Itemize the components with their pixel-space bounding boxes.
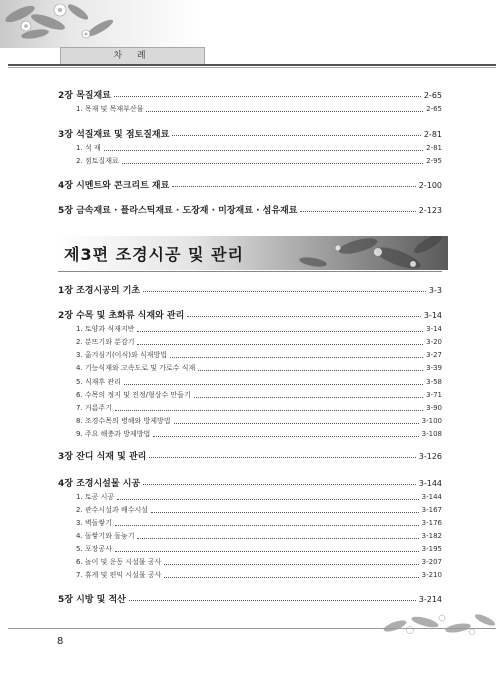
toc-title: 1. 토양과 식재지반 [76,325,135,333]
toc-section[interactable] [76,156,442,166]
page-number: 8 [57,636,64,647]
toc-title: 4장 시멘트와 콘크리트 재료 [58,181,170,191]
toc-chapter[interactable] [58,178,442,191]
leader-dots [115,525,419,526]
toc-page: 3-182 [421,532,442,540]
toc-title: 1장 조경시공의 기초 [58,286,141,296]
toc-page: 2-95 [426,157,442,165]
toc-section[interactable] [76,390,442,400]
leader-dots [137,344,423,345]
toc-title: 2. 분뜨기와 분감기 [76,338,135,346]
toc-page: 3-39 [426,364,442,372]
leader-dots [115,551,419,552]
toc-title: 6. 놀이 및 운동 시설물 공사 [76,558,162,566]
toc-section[interactable] [76,518,442,528]
header-rule [8,64,496,66]
toc-title: 5. 포장공사 [76,545,112,553]
leader-dots [300,211,415,212]
header-rule-thin [8,67,496,68]
part-banner [58,236,448,270]
toc-section[interactable] [76,350,442,360]
toc-section[interactable] [76,492,442,502]
toc-page: 3-195 [421,545,442,553]
leader-dots [187,316,421,317]
footer-floral-decoration [370,610,500,638]
toc-page: 3-14 [423,311,442,320]
toc-page: 3-126 [418,452,442,461]
toc-page: 3-144 [418,479,442,488]
toc-section[interactable] [76,416,442,426]
leader-dots [174,423,419,424]
part-rule [58,271,442,272]
toc-chapter[interactable] [58,203,442,216]
toc-section[interactable] [76,544,442,554]
toc-section[interactable] [76,403,442,413]
leader-dots [117,499,418,500]
toc-title: 3. 벽돌쌓기 [76,519,112,527]
toc-section[interactable] [76,557,442,567]
toc-chapter[interactable] [58,449,442,462]
toc-page: 2-81 [426,144,442,152]
toc-title: 4장 조경시설물 시공 [58,479,141,489]
toc-title: 2장 수목 및 초화류 식재와 관리 [58,311,185,321]
toc-title: 1. 석 재 [76,144,101,152]
toc-page: 3-167 [421,506,442,514]
toc-page: 2-81 [423,130,442,139]
toc-page: 2-65 [423,91,442,100]
toc-section[interactable] [76,143,442,153]
leader-dots [115,410,423,411]
leader-dots [143,291,426,292]
toc-title: 5장 시방 및 적산 [58,595,126,605]
toc-page: 3-71 [426,391,442,399]
toc-chapter[interactable] [58,592,442,605]
leader-dots [198,370,423,371]
toc-title: 2장 목질재료 [58,91,111,101]
toc-title: 1. 목재 및 목재부산물 [76,105,144,113]
toc-title: 8. 조경수목의 병해와 방제방법 [76,417,171,425]
toc-chapter[interactable] [58,308,442,321]
toc-page: 3-210 [421,571,442,579]
toc-section[interactable] [76,363,442,373]
toc-title: 2. 점토질재료 [76,157,119,165]
toc-page: 3-100 [421,417,442,425]
toc-title: 3. 옮겨심기(이식)와 식재방법 [76,351,167,359]
leader-dots [153,436,418,437]
leader-dots [122,163,423,164]
toc-title: 1. 토공 시공 [76,493,115,501]
leader-dots [143,484,416,485]
toc-title: 9. 주요 해충과 방제방법 [76,430,151,438]
toc-section[interactable] [76,505,442,515]
part-title: 제3편 조경시공 및 관리 [64,245,244,264]
leader-dots [170,357,423,358]
toc-title: 4. 돌쌓기와 돌놓기 [76,532,135,540]
toc-page: 3-58 [426,378,442,386]
header-floral-decoration [0,0,500,48]
leader-dots [137,331,423,332]
toc-page: 2-100 [418,181,442,190]
toc-section[interactable] [76,104,442,114]
toc-page: 2-65 [426,105,442,113]
leader-dots [194,397,423,398]
leader-dots [129,600,416,601]
footer-rule [8,628,496,629]
toc-title: 4. 기능식재와 고속도로 및 가로수 식재 [76,364,196,372]
toc-page: 2-123 [418,206,442,215]
toc-section[interactable] [76,570,442,580]
leader-dots [104,150,423,151]
leader-dots [124,384,423,385]
toc-page: 3-27 [426,351,442,359]
toc-title: 5장 금속재료 · 플라스틱재료 · 도장재 · 미장재료 · 섬유재료 [58,206,298,216]
toc-section[interactable] [76,337,442,347]
leader-dots [137,538,418,539]
toc-title: 7. 거름주기 [76,404,112,412]
leader-dots [172,135,421,136]
toc-chapter[interactable] [58,283,442,296]
toc-chapter[interactable] [58,88,442,101]
toc-section[interactable] [76,377,442,387]
toc-title: 3장 잔디 식재 및 관리 [58,452,147,462]
toc-page: 3-144 [421,493,442,501]
leader-dots [164,564,418,565]
toc-page: 3-90 [426,404,442,412]
toc-page: 3-14 [426,325,442,333]
leader-dots [172,186,415,187]
toc-section[interactable] [76,531,442,541]
toc-page: 3-207 [421,558,442,566]
toc-page: 3-176 [421,519,442,527]
toc-section[interactable] [76,429,442,439]
toc-chapter[interactable] [58,476,442,489]
toc-title: 5. 식재후 관리 [76,378,121,386]
toc-section[interactable] [76,324,442,334]
toc-title: 7. 휴게 및 편익 시설물 공사 [76,571,162,579]
toc-page: 3-108 [421,430,442,438]
toc-title: 6. 수목의 정지 및 전정/형상수 만들기 [76,391,191,399]
leader-dots [149,457,415,458]
leader-dots [146,111,423,112]
toc-title: 3장 석질재료 및 점토질재료 [58,130,170,140]
leader-dots [164,577,418,578]
header-tab-toc: 차 례 [60,47,205,65]
toc-title: 2. 관수시설과 배수시설 [76,506,148,514]
leader-dots [151,512,419,513]
leader-dots [114,96,421,97]
toc-chapter[interactable] [58,127,442,140]
toc-page: 3-20 [426,338,442,346]
toc-page: 3-3 [428,286,442,295]
toc-page: 3-214 [418,595,442,604]
